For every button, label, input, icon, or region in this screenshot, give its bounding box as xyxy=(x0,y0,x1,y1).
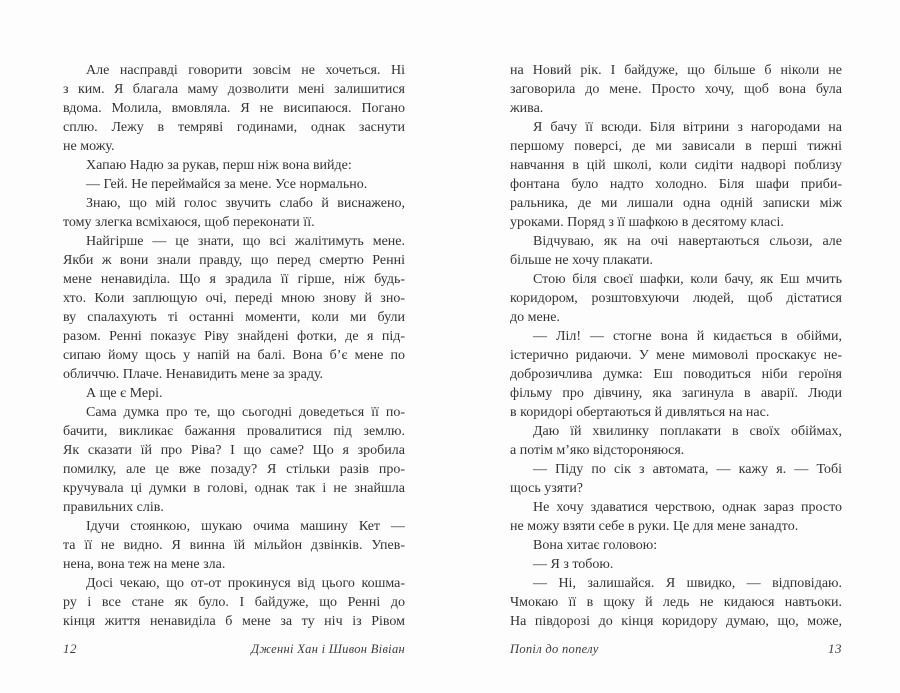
text-line: Я бачу її всюди. Біля вітрини з нагородами на xyxy=(533,120,842,135)
text-line: Чмокаю її в щоку й ледь не кидаюся навтьоки. xyxy=(510,595,842,610)
text-line: На півдорозі до кінця коридору думаю, що, може, xyxy=(510,614,842,629)
text-line: ву спалахують ті останні моменти, коли ми були xyxy=(63,310,405,325)
text-line: жива. xyxy=(510,101,544,116)
text-line: помилку, але це вже позаду? Я стільки разів про- xyxy=(63,462,405,477)
text-line: хто. Коли заплющую очі, переді мною знову й зно- xyxy=(63,291,405,306)
text-line: — Ліл! — стогне вона й кидається в обійми, xyxy=(533,329,842,344)
page-left xyxy=(63,61,405,666)
text-line: Стою біля своєї шафки, коли бачу, як Еш мчить xyxy=(533,272,842,287)
text-line: Найгірше — це знати, що всі жалітимуть мене. xyxy=(86,234,405,249)
text-line: — Я з тобою. xyxy=(533,557,614,572)
text-line: нена, вона теж на мене зла. xyxy=(63,557,226,572)
page-right-text-block xyxy=(510,61,842,631)
text-line: — Ні, залишайся. Я швидко, — відповідаю. xyxy=(533,576,842,591)
text-line: навчання в цій школі, коли сидіти надворі поблизу xyxy=(510,158,842,173)
page-right-footer xyxy=(510,641,842,657)
page-number-left: 12 xyxy=(63,641,77,656)
text-line: — Піду по сік з автомата, — кажу я. — Тобі xyxy=(533,462,842,477)
text-line: бачити, викликає бажання провалитися під землю. xyxy=(63,424,405,439)
text-line: та її не видно. Я винна їй мільйон дзвінків. Упев- xyxy=(63,538,405,553)
text-line: кінця життя ненавиділа б мене за ту ніч із Рівом xyxy=(63,614,405,629)
text-line: мене ненавиділа. Що я зрадила її гірше, ніж будь- xyxy=(63,272,405,287)
text-line: уроками. Поряд з її шафкою в десятому класі. xyxy=(510,215,784,230)
text-line: Відчуваю, як на очі навертаються сльози, але xyxy=(533,234,842,249)
text-line: А ще є Мері. xyxy=(86,386,163,401)
text-line: фільму про дівчину, яка загинула в аварії. Люди xyxy=(510,386,842,401)
text-line: першому поверсі, де ми зависали в перші тижні xyxy=(510,139,842,154)
text-line: Якби ж вони знали правду, що перед смертю Ренні xyxy=(63,253,405,268)
text-line: ру і все стане як було. І байдуже, що Ренні до xyxy=(63,595,405,610)
text-line: Сама думка про те, що сьогодні доведеться її по- xyxy=(86,405,405,420)
text-line: Але насправді говорити зовсім не хочеться. Ні xyxy=(86,63,405,78)
text-line: тому злегка всміхаюся, щоб переконати її. xyxy=(63,215,315,230)
text-line: на Новий рік. І байдуже, що більше б ніколи не xyxy=(510,63,842,78)
page-right xyxy=(510,61,842,666)
text-line: більше не хочу плакати. xyxy=(510,253,653,268)
text-line: обличчю. Плаче. Ненавидить мене за зраду. xyxy=(63,367,324,382)
text-line: сипаю йому щось у напій на балі. Вона б’є мене по xyxy=(63,348,405,363)
text-line: заговорила до мене. Просто хочу, щоб вона була xyxy=(510,82,842,97)
text-line: Вона хитає головою: xyxy=(533,538,658,553)
text-line: — Гей. Не переймайся за мене. Усе нормально. xyxy=(86,177,368,192)
text-line: сплю. Лежу в темряві годинами, однак заснути xyxy=(63,120,405,135)
running-title-authors: Дженні Хан і Шивон Вівіан xyxy=(251,642,405,656)
text-line: разом. Ренні показує Ріву знайдені фотки, де я під- xyxy=(63,329,405,344)
text-line: щось узяти? xyxy=(510,481,584,496)
text-line: з ким. Я благала маму дозволити мені залишитися xyxy=(63,82,405,97)
text-line: Хапаю Надю за рукав, перш ніж вона вийде: xyxy=(86,158,352,173)
text-line: не можу. xyxy=(63,139,115,154)
text-line: правильних слів. xyxy=(63,500,164,515)
page-number-right: 13 xyxy=(828,641,842,656)
text-line: до мене. xyxy=(510,310,560,325)
text-line: доброзичлива думка: Еш поводиться ніби героїня xyxy=(510,367,842,382)
text-line: ральника, де ми лишали одна одній записки між xyxy=(510,196,842,211)
text-line: кручувала ці думки в голові, однак так і не знайшла xyxy=(63,481,405,496)
text-line: вдома. Молила, вмовляла. Я не висипаюся. Погано xyxy=(63,101,405,116)
text-line: в коридорі обертаються й дивляться на нас. xyxy=(510,405,770,420)
text-line: а потім м’яко відстороняюся. xyxy=(510,443,685,458)
text-line: Не хочу здаватися черствою, однак зараз просто xyxy=(533,500,842,515)
text-line: Даю їй хвилинку поплакати в своїх обіймах, xyxy=(533,424,842,439)
text-line: Ідучи стоянкою, шукаю очима машину Кет — xyxy=(86,519,405,534)
text-line: Знаю, що мій голос звучить слабо й виснажено, xyxy=(86,196,405,211)
running-title-book: Попіл до попелу xyxy=(510,642,599,656)
text-line: істерично ридаючи. У мене мимоволі проскакує не- xyxy=(510,348,842,363)
text-line: Як сказати їй про Ріва? І що саме? Що я зробила xyxy=(63,443,405,458)
text-line: фонтана було надто холодно. Біля шафи приби- xyxy=(510,177,842,192)
text-line: коридором, розштовхуючи людей, щоб дістатися xyxy=(510,291,842,306)
page-left-text-block xyxy=(63,61,405,631)
page-left-footer xyxy=(63,641,405,657)
text-line: Досі чекаю, що от-от прокинуся від цього кошма- xyxy=(86,576,405,591)
text-line: не можу взяти себе в руки. Це для мене занадто. xyxy=(510,519,799,534)
